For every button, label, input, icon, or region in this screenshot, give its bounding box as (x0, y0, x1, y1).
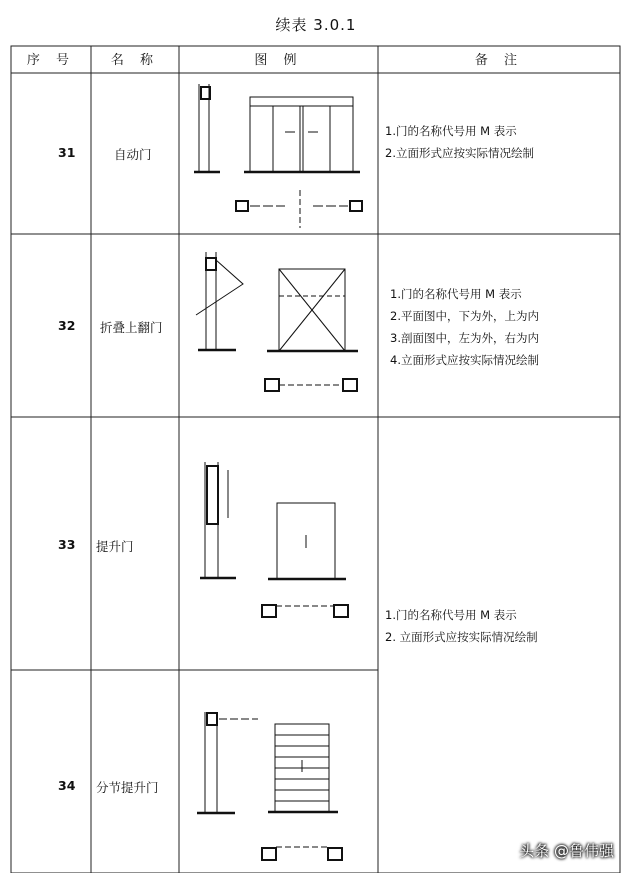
lift-door-symbol (200, 462, 348, 617)
sectional-lift-door-symbol (197, 712, 342, 860)
automatic-door-symbol (194, 84, 362, 228)
note-line: 2.立面形式应按实际情况绘制 (385, 146, 534, 160)
note-line: 1.门的名称代号用 M 表示 (385, 608, 517, 622)
row-31-name: 自动门 (114, 147, 152, 162)
header-note: 备 注 (474, 53, 524, 68)
row-33-number: 33 (58, 537, 76, 552)
row-33-name: 提升门 (96, 539, 134, 554)
note-line: 4.立面形式应按实际情况绘制 (390, 353, 539, 367)
note-line: 2. 立面形式应按实际情况绘制 (385, 630, 538, 644)
row-32-notes (390, 283, 539, 371)
row-31-number: 31 (58, 145, 76, 160)
row-32-number: 32 (58, 318, 76, 333)
row-31-notes (385, 120, 534, 164)
table-title: 续表 3.0.1 (275, 16, 357, 34)
note-line: 3.剖面图中，左为外，右为内 (390, 331, 539, 345)
row-34-name: 分节提升门 (96, 780, 159, 795)
header-no: 序 号 (26, 53, 76, 68)
folding-up-door-symbol (196, 252, 358, 391)
header-legend: 图 例 (254, 53, 303, 68)
note-line: 1.门的名称代号用 M 表示 (390, 287, 522, 301)
row-32-name: 折叠上翻门 (100, 320, 163, 335)
watermark: 头条 @鲁伟强 (519, 842, 614, 860)
row-34-number: 34 (58, 778, 76, 793)
note-line: 2.平面图中，下为外，上为内 (390, 309, 539, 323)
note-line: 1.门的名称代号用 M 表示 (385, 124, 517, 138)
header-name: 名 称 (110, 53, 160, 68)
shared-notes (385, 604, 538, 648)
